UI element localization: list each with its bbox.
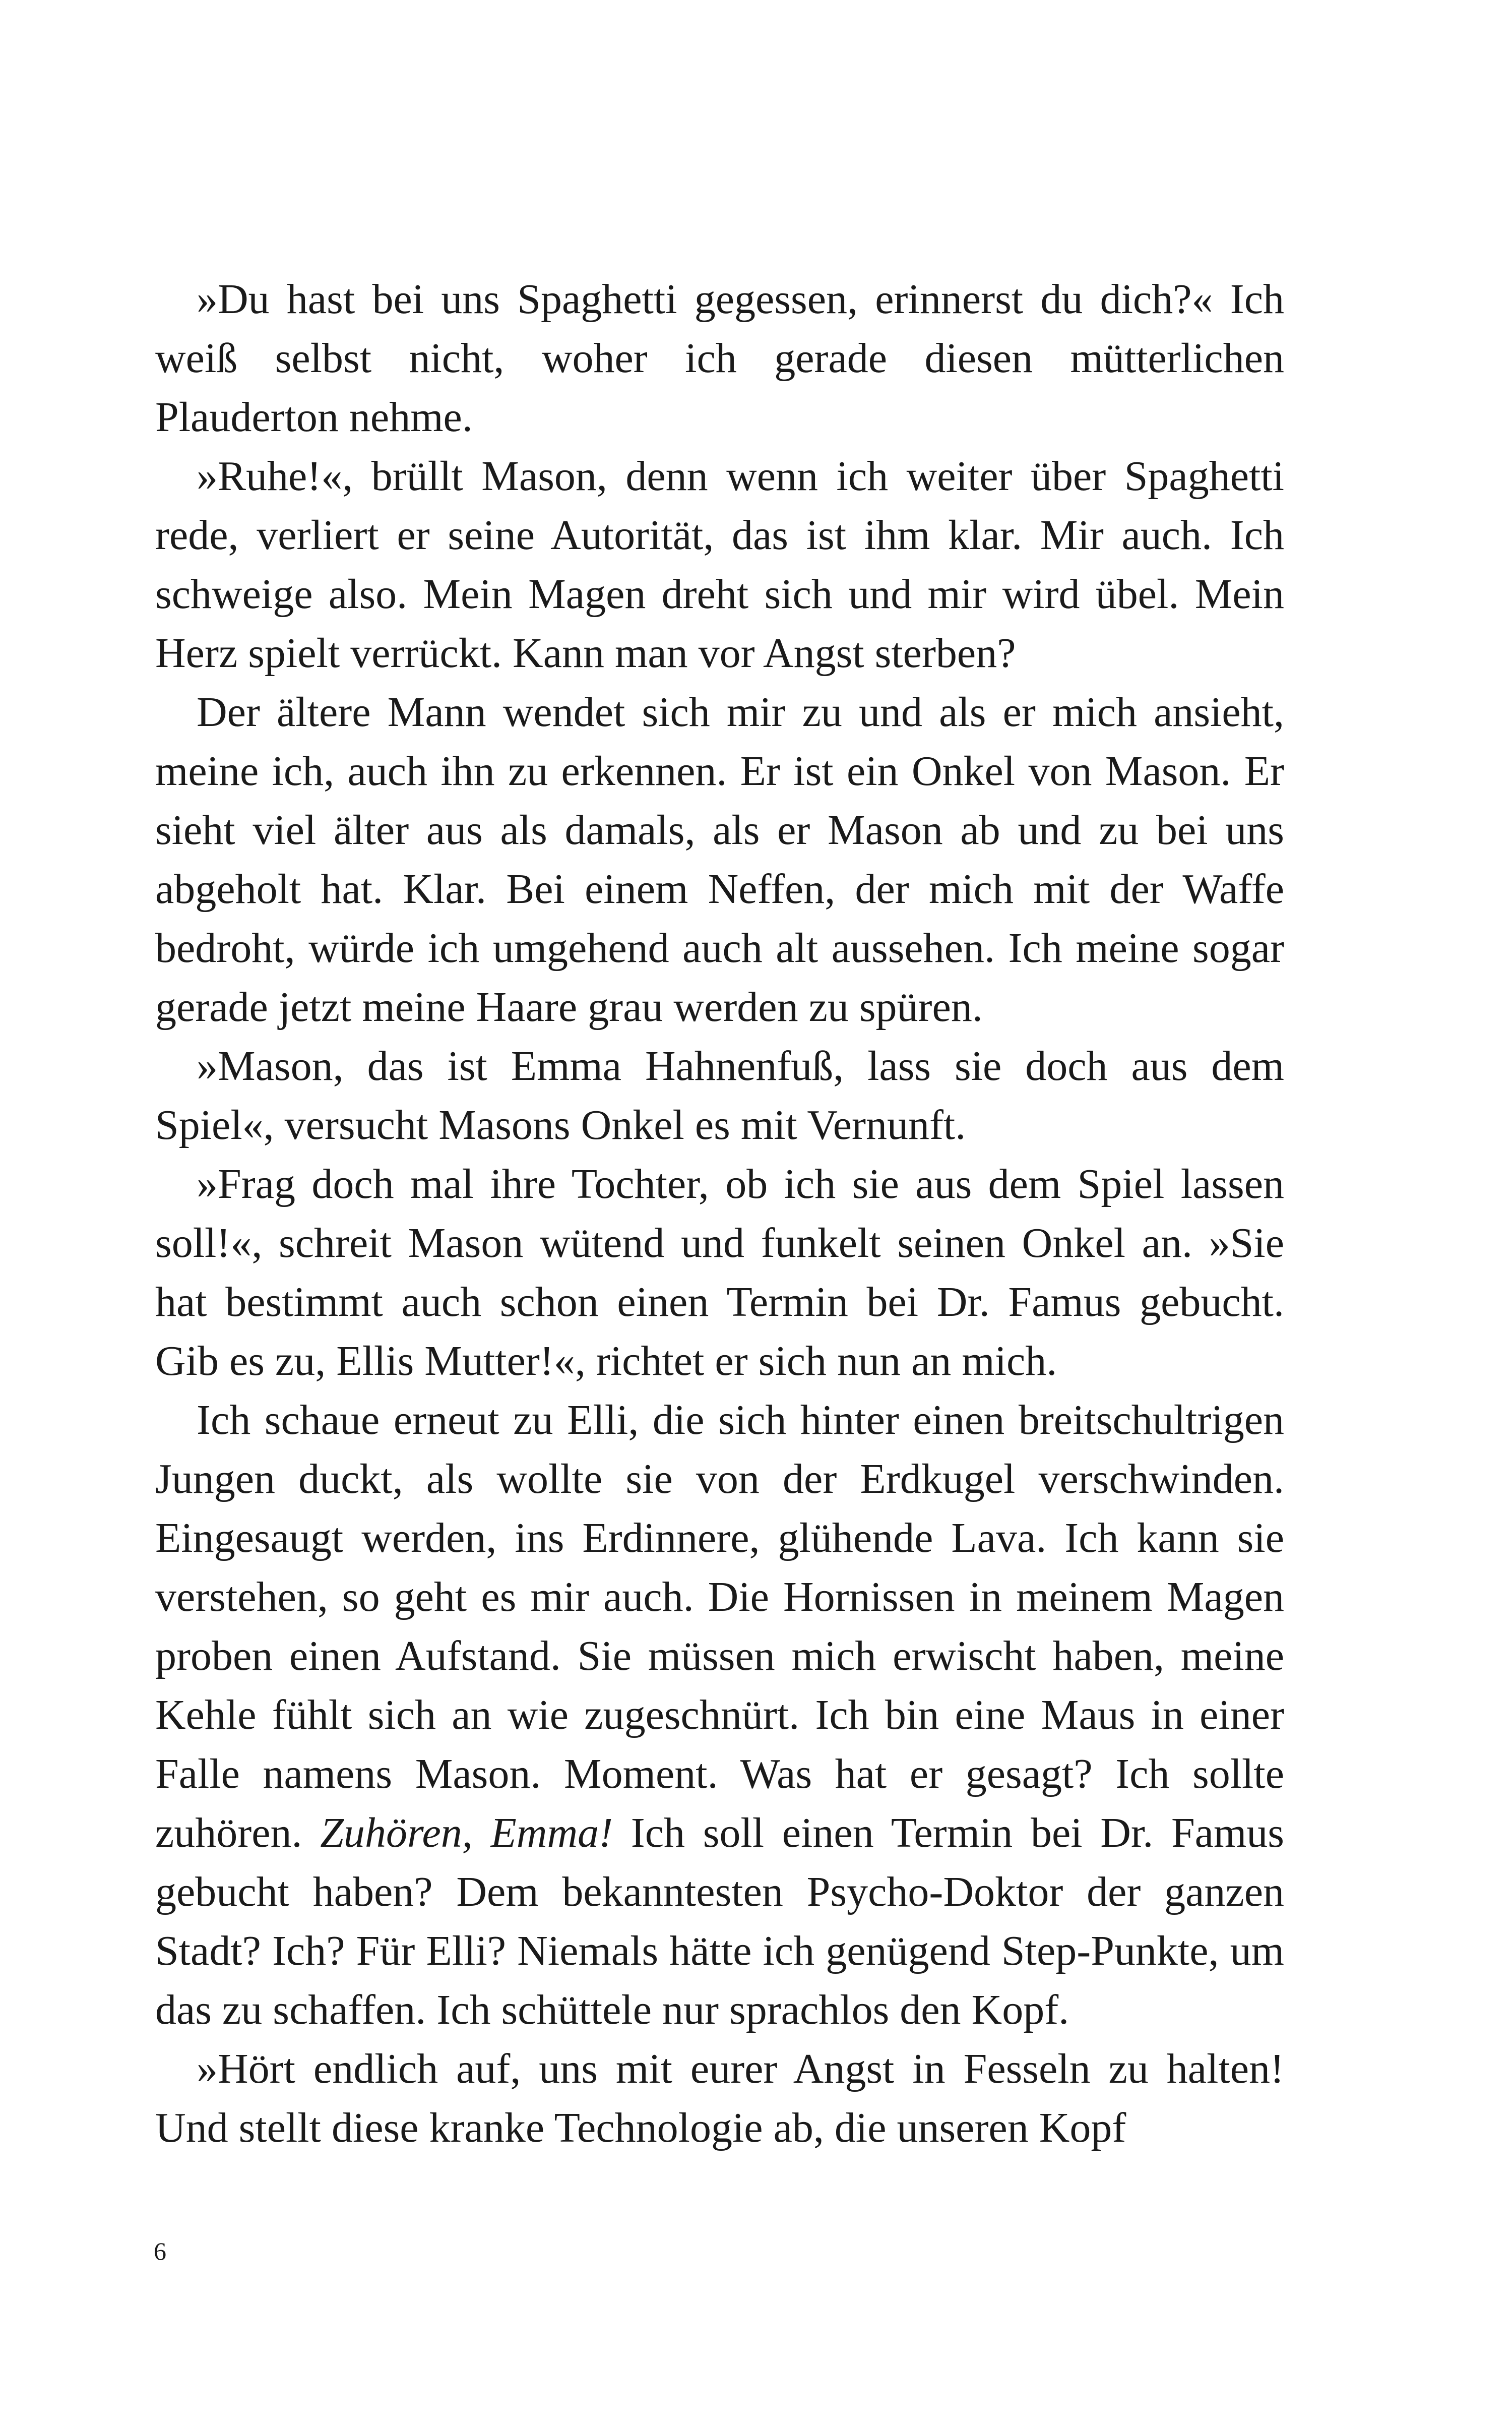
italic-text-run: Zuhören, Emma! [320,1809,613,1856]
body-text [155,270,1284,2157]
page-number: 6 [154,2237,166,2265]
paragraph [155,1390,1284,2039]
text-run: »Du hast bei uns Spaghetti gegessen, erinnerst du dich?« Ich weiß selbst nicht, woher ich gerade diesen mütterlichen Plauderton nehme. [155,276,1284,441]
paragraph [155,683,1284,1037]
text-run: Ich schaue erneut zu Elli, die sich hinter einen breitschultrigen Jungen duckt, als wollte sie von der Erdkugel verschwinden. Eingesaugt werden, ins Erdinnere, glühende Lava. Ich kann sie verstehen, so geht es mir auch. Die Hornissen in meinem Magen proben einen Aufstand. Sie müssen mich erwischt haben, meine Kehle fühlt sich an wie zugeschnürt. Ich bin eine Maus in einer Falle namens Mason. Moment. Was hat er gesagt? Ich sollte zuhören. [155,1397,1284,1856]
text-run: »Hört endlich auf, uns mit eurer Angst in Fesseln zu halten! Und stellt diese kranke Technologie ab, die unseren Kopf [155,2045,1284,2151]
text-run: »Mason, das ist Emma Hahnenfuß, lass sie doch aus dem Spiel«, versucht Masons Onkel es mit Vernunft. [155,1043,1284,1148]
text-run: »Ruhe!«, brüllt Mason, denn wenn ich weiter über Spaghetti rede, verliert er seine Autorität, das ist ihm klar. Mir auch. Ich schweige also. Mein Magen dreht sich und mir wird übel. Mein Herz spielt verrückt. Kann man vor Angst sterben? [155,453,1284,677]
paragraph [155,1037,1284,1155]
paragraph [155,2039,1284,2157]
text-run: »Frag doch mal ihre Tochter, ob ich sie aus dem Spiel lassen soll!«, schreit Mason wütend und funkelt seinen Onkel an. »Sie hat bestimmt auch schon einen Termin bei Dr. Famus gebucht. Gib es zu, Ellis Mutter!«, richtet er sich nun an mich. [155,1161,1284,1384]
paragraph [155,270,1284,447]
paragraph [155,1155,1284,1390]
paragraph [155,447,1284,683]
text-run: Der ältere Mann wendet sich mir zu und als er mich ansieht, meine ich, auch ihn zu erkennen. Er ist ein Onkel von Mason. Er sieht viel älter aus als damals, als er Mason ab und zu bei uns abgeholt hat. Klar. Bei einem Neffen, der mich mit der Waffe bedroht, würde ich umgehend auch alt aussehen. Ich meine sogar gerade jetzt meine Haare grau werden zu spüren. [155,689,1284,1031]
text-run: Ich soll einen Termin bei Dr. Famus gebucht haben? Dem bekanntesten Psycho-Doktor der ganzen Stadt? Ich? Für Elli? Niemals hätte ich genügend Step-Punkte, um das zu schaffen. Ich schüttele nur sprachlos den Kopf. [155,1809,1284,2033]
